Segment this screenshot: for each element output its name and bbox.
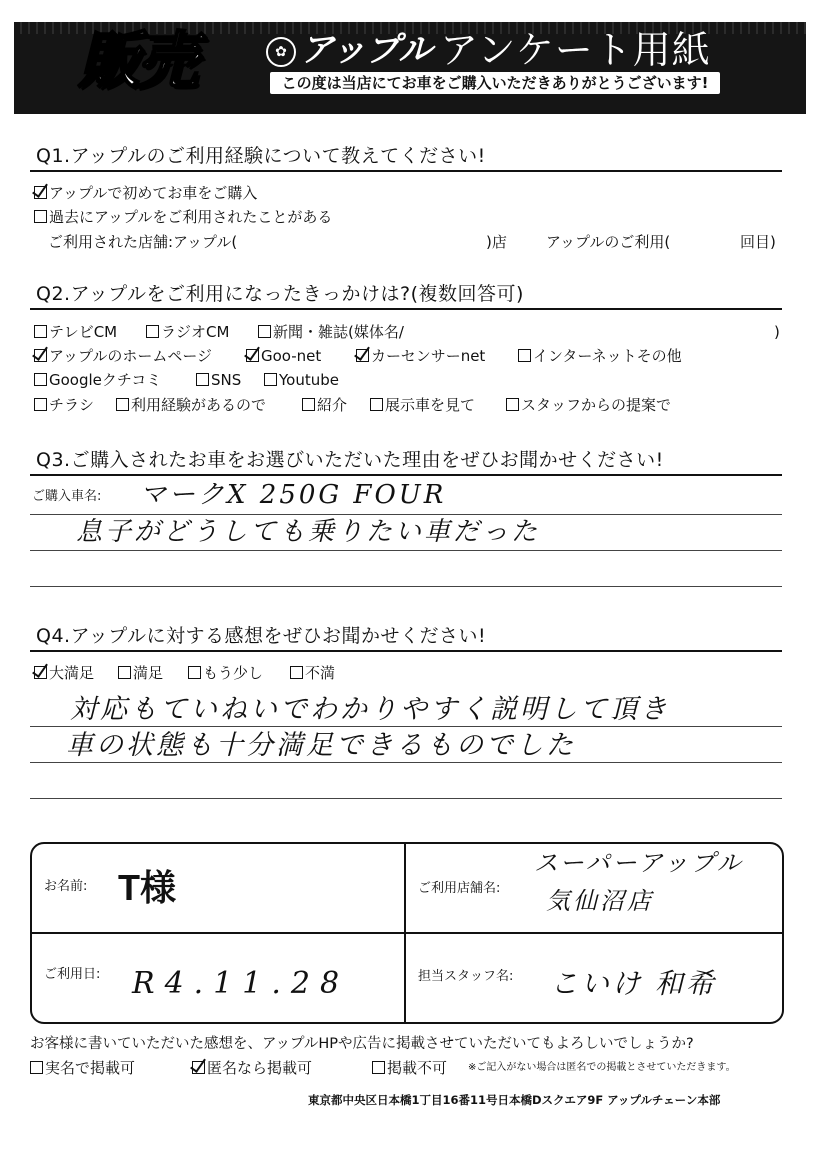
staff-label: 担当スタッフ名: bbox=[418, 969, 514, 984]
page-subtitle: この度は当店にてお車をご購入いただきありがとうございます! bbox=[270, 72, 720, 94]
q3-answer[interactable]: 息子がどうしても乗りたい車だった bbox=[76, 517, 541, 547]
date-label: ご利用日: bbox=[44, 967, 101, 982]
apple-icon: ✿ bbox=[266, 37, 296, 67]
checkbox[interactable] bbox=[34, 349, 47, 362]
q2-option-newspaper[interactable]: 新聞・雑誌(媒体名/ bbox=[258, 322, 404, 342]
q2-option-youtube[interactable]: Youtube bbox=[264, 370, 339, 390]
footer-address: 東京都中央区日本橋1丁目16番11号日本橋Dスクエア9F アップルチェーン本部 bbox=[308, 1093, 721, 1107]
page-title: アンケート用紙 bbox=[440, 28, 711, 72]
q3-car-label: ご購入車名: bbox=[32, 489, 102, 504]
checkbox[interactable] bbox=[372, 1061, 385, 1074]
q4-option-so-so[interactable]: もう少し bbox=[188, 663, 263, 683]
logo bbox=[78, 26, 250, 96]
q2-option-internet-other[interactable]: インターネットその他 bbox=[518, 346, 682, 366]
q4-option-satisfied[interactable]: 満足 bbox=[118, 663, 163, 683]
checkbox[interactable] bbox=[246, 349, 259, 362]
q2-option-showroom[interactable]: 展示車を見て bbox=[370, 395, 475, 415]
q4-line-2 bbox=[30, 762, 782, 763]
q2-rule bbox=[30, 308, 782, 310]
checkbox[interactable] bbox=[34, 373, 47, 386]
brand-label: アップル bbox=[300, 30, 433, 70]
q2-option-homepage[interactable]: アップルのホームページ bbox=[34, 346, 212, 366]
logo-text: 販売 bbox=[78, 24, 195, 97]
consent-note: ※ご記入がない場合は匿名での掲載とさせていただきます。 bbox=[468, 1062, 736, 1073]
q3-car-value[interactable]: マークX 250G FOUR bbox=[140, 480, 447, 510]
q2-option-tvcm[interactable]: テレビCM bbox=[34, 322, 117, 342]
q3-heading: Q3.ご購入されたお車をお選びいただいた理由をぜひお聞かせください! bbox=[36, 449, 664, 471]
q3-line-3 bbox=[30, 586, 782, 587]
q4-rule bbox=[30, 650, 782, 652]
q2-option-radiocm[interactable]: ラジオCM bbox=[146, 322, 229, 342]
checkbox[interactable] bbox=[192, 1061, 205, 1074]
name-label: お名前: bbox=[44, 879, 88, 894]
q1-option-returning[interactable]: 過去にアップルをご利用されたことがある bbox=[34, 207, 332, 227]
q1-store-label: ご利用された店舗:アップル( bbox=[48, 233, 238, 251]
checkbox[interactable] bbox=[34, 210, 47, 223]
store-label: ご利用店舗名: bbox=[418, 881, 501, 896]
q4-line-3 bbox=[30, 798, 782, 799]
consent-option-real-name[interactable]: 実名で掲載可 bbox=[30, 1058, 135, 1078]
q4-heading: Q4.アップルに対する感想をぜひお聞かせください! bbox=[36, 625, 487, 647]
q4-answer-line-1[interactable]: 対応もていねいでわかりやすく説明して頂き bbox=[70, 694, 670, 725]
q3-rule bbox=[30, 474, 782, 476]
q2-option-flyer[interactable]: チラシ bbox=[34, 395, 94, 415]
checkbox[interactable] bbox=[196, 373, 209, 386]
q2-option-referral[interactable]: 紹介 bbox=[302, 395, 347, 415]
q4-answer-line-2[interactable]: 車の状態も十分満足できるものでした bbox=[66, 730, 576, 761]
q1-usage-label: アップルのご利用( bbox=[546, 233, 671, 251]
q3-line-2 bbox=[30, 550, 782, 551]
checkbox[interactable] bbox=[518, 349, 531, 362]
checkbox[interactable] bbox=[356, 349, 369, 362]
checkbox[interactable] bbox=[116, 398, 129, 411]
q2-option-staff-proposal[interactable]: スタッフからの提案で bbox=[506, 395, 671, 415]
checkbox[interactable] bbox=[506, 398, 519, 411]
name-value[interactable]: T様 bbox=[118, 867, 176, 908]
q4-line-1 bbox=[30, 726, 782, 727]
q1-store-suffix: )店 bbox=[486, 233, 507, 251]
staff-value[interactable]: こいけ 和希 bbox=[550, 967, 717, 1000]
store-value-line2[interactable]: 気仙沼店 bbox=[546, 887, 654, 915]
checkbox[interactable] bbox=[34, 186, 47, 199]
q2-heading: Q2.アップルをご利用になったきっかけは?(複数回答可) bbox=[36, 283, 524, 305]
checkbox[interactable] bbox=[302, 398, 315, 411]
q1-rule bbox=[30, 170, 782, 172]
q2-option-goonet[interactable]: Goo-net bbox=[246, 346, 321, 366]
checkbox[interactable] bbox=[188, 666, 201, 679]
brand-name bbox=[266, 30, 432, 70]
checkbox[interactable] bbox=[34, 666, 47, 679]
q2-option-sns[interactable]: SNS bbox=[196, 370, 241, 390]
consent-option-anonymous[interactable]: 匿名なら掲載可 bbox=[192, 1058, 312, 1078]
q1-usage-suffix: 回目) bbox=[740, 233, 776, 251]
q1-option-first[interactable]: アップルで初めてお車をご購入 bbox=[34, 183, 257, 203]
table-divider-horizontal bbox=[30, 932, 782, 934]
checkbox[interactable] bbox=[290, 666, 303, 679]
checkbox[interactable] bbox=[264, 373, 277, 386]
checkbox[interactable] bbox=[34, 398, 47, 411]
consent-option-decline[interactable]: 掲載不可 bbox=[372, 1058, 447, 1078]
q4-option-dissatisfied[interactable]: 不満 bbox=[290, 663, 335, 683]
checkbox[interactable] bbox=[118, 666, 131, 679]
store-value-line1[interactable]: スーパーアップル bbox=[534, 849, 744, 877]
q2-option-carsensor[interactable]: カーセンサーnet bbox=[356, 346, 485, 366]
consent-question: お客様に書いていただいた感想を、アップルHPや広告に掲載させていただいてもよろしいでしょうか? bbox=[30, 1036, 694, 1052]
q2-option-google[interactable]: Googleクチコミ bbox=[34, 370, 161, 390]
q2-media-close: ) bbox=[774, 323, 780, 341]
date-value[interactable]: R4.11.28 bbox=[132, 966, 350, 1001]
q2-option-experience[interactable]: 利用経験があるので bbox=[116, 395, 266, 415]
checkbox[interactable] bbox=[146, 325, 159, 338]
q4-option-very-satisfied[interactable]: 大満足 bbox=[34, 663, 94, 683]
checkbox[interactable] bbox=[30, 1061, 43, 1074]
checkbox[interactable] bbox=[258, 325, 271, 338]
checkbox[interactable] bbox=[370, 398, 383, 411]
checkbox[interactable] bbox=[34, 325, 47, 338]
q1-heading: Q1.アップルのご利用経験について教えてください! bbox=[36, 145, 486, 167]
